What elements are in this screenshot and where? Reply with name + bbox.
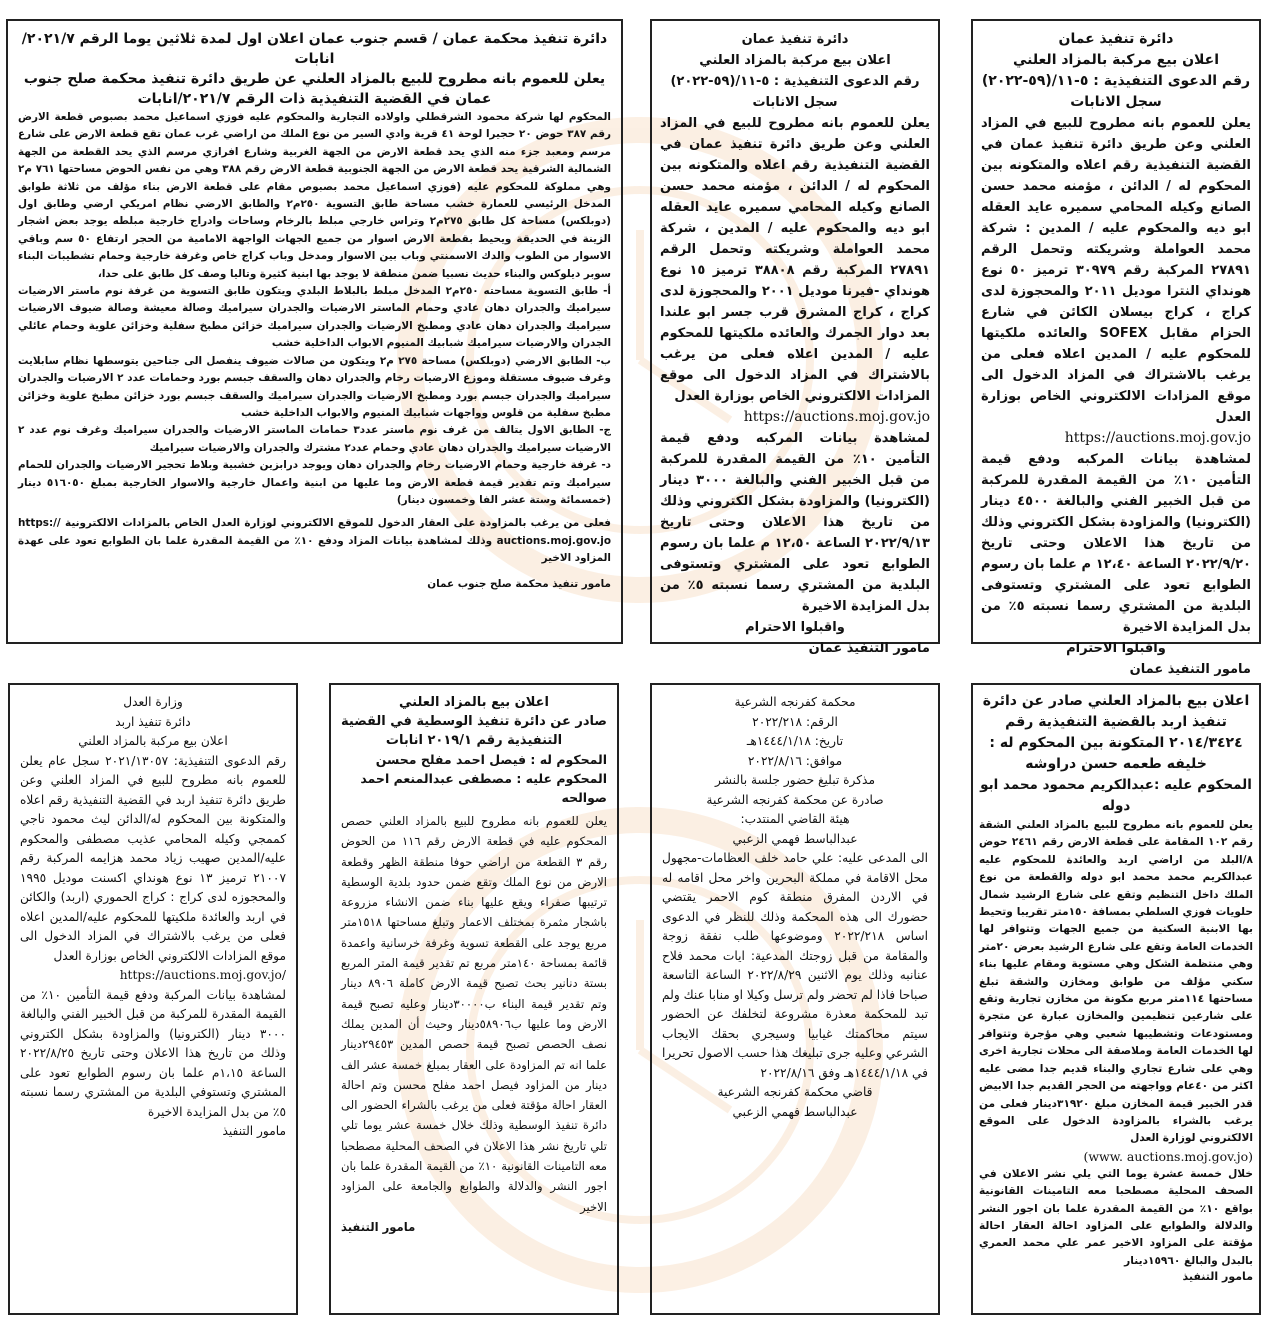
reference-number: الرقم: ٢٠٢٢/٢١٨ [752,714,838,729]
auctions-link[interactable]: https://auctions.moj.gov.jo [1064,430,1251,446]
hijri-date: تاريخ: ١٤٤٤/١/١٨هـ [746,734,844,748]
ad-body-continued: لمشاهدة بيانات المركبه ودفع قيمة التأمين ١٠٪ من القيمة المقدرة للمركبة من قبل الخبير الفني والبالغة ٤٥٠٠ دينار (الكترونيا) والمزاودة بشكل الكتروني وذلك من تاريخ هذا الاعلان وحتى تاريخ ٢٠٢٢/٩/٢٠ الساعة ١٢،٤٠ م علما بان رسوم الطوابع تعود على المشتري وتستوفى البلدية من المشتري رسما نسبته ٥٪ من بدل المزايدة الاخيرة [981,452,1252,635]
case-number: رقم الدعوى التنفيذية : ٥-١١/(٥٩-٢٠٢٢) [670,74,920,89]
plaintiff-name: المحكوم له : فيصل احمد مفلح محسن [375,752,607,767]
ad-body: يعلن للعموم بانه مطروح للبيع في المزاد العلني وعن طريق دائرة تنفيذ عمان في القضية التنفيذية رقم اعلاه والمتكونه بين المحكوم له / الدائن ، مؤمنه محمد حسن الصانع وكيله المحامي سميره عايد العقله ابو ديه والمحكوم عليه / المدين ، شركة محمد العواملة وشريكته وتحمل الرقم ٢٧٨٩١ المركبة رقم ٣٨٨٠٨ ترميز ١٥ نوع هونداي -فيرنا موديل ٢٠٠١ والمحجوزة لدى كراج ، كراج المشرق قرب جسر ابو علندا بعد دوار الجمرك والعائده ملكيتها للمحكوم عليه / المدين اعلاه فعلى من يرغب بالاشتراك في المزاد الدخول الى موقع المزادات الالكتروني الخاص بوزارة العدل [660,116,930,404]
ad-subtitle: اعلان بيع مركبة بالمزاد العلني [1012,52,1220,68]
ad-title: دائرة تنفيذ محكمة عمان / قسم جنوب عمان اعلان اول لمدة ثلاثين يوما الرقم ٢٠٢١/٧/ انابات [21,31,608,67]
ad-title: دائرة تنفيذ عمان [741,32,849,47]
signature: مامور التنفيذ [1182,1270,1253,1284]
ad-sharia-court-notice [650,683,940,1315]
ad-subtitle: يعلن للعموم بانه مطروح للبيع بالمزاد العلني عن طريق دائرة تنفيذ محكمة صلح جنوب عمان في القضية التنفيذية ذات الرقم ٢٠٢١/٧/انابات [23,71,606,107]
department-name: دائرة تنفيذ اربد [115,714,191,729]
ad-title: اعلان بيع بالمزاد العلني صادر عن دائرة تنفيذ اربد بالقضية التنفيذية رقم ٢٠١٤/٣٤٢٤ المتكونة بين المحكوم له : [982,693,1250,751]
section-outdoor-room: د- غرفة خارجية وحمام الارضيات رخام والجدران دهان ويوجد درابزين خشبية وبلاط تحجير الارضيات والجدران للحمام سيراميك وتم تقدير قيمة قطعة الارض وما عليها من ابنية واعمال خارجية والاسوار الخارجية بمبلغ ٥١٦٠٥٠ دينار (خمسمائة وستة عشر الفا وخمسون دينار) [18,459,611,506]
notice-body: الى المدعى عليه: علي حامد خلف العظامات-مجهول محل الاقامة في مملكة البحرين واخر محل اقامه له في الاردن المفرق منطقة كوم الاحمر يقتضي حضورك الى هذه المحكمة وذلك للنظر في الدعوى اساس ٢٠٢٢/٢١٨ وموضوعها طلب نفقة زوجة والمقامة من قبل زوجتك المدعية: ايات محمد فلاح عنانبه وذلك يوم الاثنين ٢٠٢٢/٨/٢٩ الساعة التاسعة صباحا فاذا لم تحضر ولم ترسل وكيلا او منابا عنك ولم تبد للمحكمة معذرة مشروعة لتخلفك عن الحضور سيتم محاكمتك غيابيا وسيجري بحقك الايجاب الشرعي وعليه جرى تبليغك هذا حسب الاصول تحريرا في ١٤٤٤/١/١٨هـ وفق ٢٠٢٢/٨/١٦ [662,851,929,1080]
ad-land-auction-south-amman [6,19,623,644]
ministry-name: وزارة العدل [123,695,183,709]
signature: مامور التنفيذ [222,1124,286,1138]
ad-title: دائرة تنفيذ عمان [1058,31,1174,47]
section-basement: أ- طابق التسوية مساحته ٢٥٠م٢ المدخل مبلط بالبلاط البلدي ويتكون طابق التسوية من غرفة نوم ماستر الارضيات سيراميك والجدران دهان عادي وحمام الماستر الارضيات والجدران سيراميك وصالة معيشة وصالة ضيوف الارضيات سيراميك والجدران دهان عادي ومطبخ الارضيات والجدران سيراميك خزائن مطبخ سفلية وخزائن علوية وحمام عائلي الجدران والارضيات سيراميك شبابيك المنيوم الابواب الداخلية خشب [18,285,611,350]
auctions-link[interactable]: https://auctions.moj.gov.jo [743,409,930,425]
ad-body: يعلن للعموم بانه مطروح للبيع بالمزاد العلني حصص المحكوم عليه في قطعة الارض رقم ١١٦ من الحوض رقم ٣ القطعة من اراضي حوفا منطقة الظهر وقطعة الارض من نوع الملك وتقع ضمن حدود بلدية الوسطية ترتيبها صفراء ويقع عليها بناء ضمن الانشاء مزروعة باشجار مثمرة بمختلف الاعمار وتبلغ مساحتها ١٥١٨متر مربع يوجد على القطعة تسوية وغرفة خرسانية واعمدة قائمة بمساحة ١٤٠متر مربع تم تقدير قيمة المتر المربع بستة دنانير بحث تصبح قيمة الارض كاملة ٨٩٠٦ دينار وتم تقدير قيمة البناء ب٣٠٠٠٠دينار وعليه تصبح قيمة الارض وما عليها ب٥٨٩٠٦دينار وحيث أن المدين يملك نصف الحصص تصبح قيمة حصص المدين ٢٩٤٥٣دينار علما انه تم المزاودة على العقار بمبلغ خمسة عشر الف دينار من المزاود فيصل احمد مفلح محسن وتم احالة العقار احالة مؤقتة فعلى من يرغب بالشراء الحضور الى دائرة تنفيذ الوسطية وذلك خلال خمسة عشر يوما تلي تلي تاريخ نشر هذا الاعلان في الصحف المحلية مصطحبا معه التامينات القانونية ١٠٪ من القيمة المقدرة علما بان اجور النشر والدلالة والطوابع والجامعة على المزاود الاخير [341,814,607,1214]
ad-title: اعلان بيع بالمزاد العلني [399,695,549,710]
signature-title: قاضي محكمة كفرنجه الشرعية [717,1085,873,1099]
auctions-link[interactable]: (www. auctions.moj.gov.jo) [1083,1148,1253,1164]
defendant-name: المحكوم عليه : مصطفى عبدالمنعم احمد صوالحه [360,771,607,805]
defendant-name: المحكوم عليه :عبدالكريم محمود محمد ابو دوله [980,777,1252,814]
ad-title: اعلان بيع مركبة بالمزاد العلني [78,734,228,748]
ad-body-continued: لمشاهدة بيانات المركبه ودفع قيمة التأمين ١٠٪ من القيمة المقدرة للمركبة من قبل الخبير الفني والبالغة ٣٠٠٠ دينار (الكترونيا) والمزاودة بشكل الكتروني وذلك من تاريخ هذا الاعلان وحتى تاريخ ٢٠٢٢/٩/١٣ الساعة ١٢،٥٠ م علما بان رسوم الطوابع تعود على المشتري وتستوفى البلدية من المشتري رسما نسبته ٥٪ من بدل المزايدة الاخيرة [660,431,931,614]
ad-body-continued: فعلى من يرغب بالمزاودة على العقار الدخول للموقع الالكتروني لوزارة العدل الخاص بالمزادات الالكترونية https:// auctions.moj.gov.jo وذلك لمشاهدة بيانات المزاد ودفع ١٠٪ من القيمة المقدرة علما بان الطوابع تعود على عهدة المزاود الاخير [18,517,611,565]
closing: واقبلوا الاحترام [745,620,845,635]
section-first-floor: ج- الطابق الاول يتالف من غرف نوم ماستر عدد٣ حمامات الماستر الارضيات والجدران سيراميك وغرف نوم عدد ٢ الارضيات سيراميك والجدران دهان عادي وحمام عدد٢ مشترك والجدران والارضيات سيراميك [18,424,611,454]
ad-shop-auction-irbid [971,683,1261,1315]
notice-subject: مذكرة تبليغ حضور جلسة بالنشر [715,773,875,787]
signature-name: عبدالباسط فهمي الزعبي [732,1104,858,1119]
auctions-link[interactable]: https://auctions.moj.gov.jo/ [119,968,286,982]
signature: مامور التنفيذ [341,1219,416,1234]
ad-body: يعلن للعموم بانه مطروح للبيع بالمزاد العلني الشقة رقم ١٠٢ المقامة على قطعة الارض رقم ٢٤٦١ حوض ٨/البلد من اراضي اربد والعائدة للمحكوم عليه عبدالكريم محمد محمد ابو دوله والقطعة من نوع الملك داخل التنظيم وتقع على شارع الرشيد شمال حلويات فوزي السلطي بمسافة ١٥٠متر تقريبا وتحيط بها الابنية السكنية من جميع الجهات وتتوافر لها الخدمات العامة وتقع على شارع الرشيد بعرض ٢٠متر وهي منتظمة الشكل وهي مستوية ومقام عليها بناء سكني مؤلف من طوابق ومخازن والشقة تبلغ مساحتها ١١٤متر مربع مكونة من مخازن تجارية وتقع على شارعين تنظيمين والمخازن عبارة عن متجرة ومستودعات وتشطيبها شعبي وهي مؤجرة وتتوافر لها الخدمات العامة وملاصقة الى محلات تجارية اخرى وهي على شارع تجاري والبناء قديم جدا مضى عليه اكثر من ٤٠عام وواجهته من الحجر القديم جدا الابيض قدر الخبير قيمة المخازن مبلغ ٣١٩٢٠دينار فعلى من يرغب بالشراء بالمزاودة الدخول على الموقع الالكتروني لوزارة العدل [979,819,1254,1145]
section-ground-floor: ب- الطابق الارضي (دوبلكس) مساحة ٢٧٥ م٢ ويتكون من صالات ضيوف ينفصل الى جناحين يتوسطها نظام سابلايت وغرف ضيوف مستقلة وموزع الارضيات رخام والجدران دهان والسقف جبسم بورد وحمامات عدد ٢ الارضيات والجدران سيراميك والجدران جبسم بورد ومطبخ الارضيات والجدران سيراميك والسقف جبسم بورد خزائن مطبخ علوية وخزائن مطبخ سفلية من قلوس وواجهات شبابيك المنيوم والابواب الداخلية خشب [18,354,612,419]
ad-vehicle-auction-irbid [8,683,298,1315]
signature: مامور التنفيذ عمان [808,641,930,656]
ad-subtitle: صادر عن دائرة تنفيذ الوسطية في القضية التنفيذية رقم ٢٠١٩/١ انابات [341,714,607,748]
closing: واقبلوا الاحترام [1066,641,1166,656]
signature: مامور تنفيذ محكمة صلح جنوب عمان [427,577,611,590]
ad-vehicle-auction-amman-2 [650,19,940,656]
ad-body: رقم الدعوى التنفيذية: ٢٠٢١/١٣٠٥٧ سجل عام يعلن للعموم بانه مطروح للبيع في المزاد العلني وعن طريق دائرة تنفيذ اربد في القضية التنفيذية رقم اعلاه والمتكونة بين المحكوم له/الدائن ليث محمود ناجي كممجي وكيله المحامي عذيب مصطفى والمحكوم عليه/المدين صهيب زياد محمد هزايمه المركبة رقم ٢١٠٠٧ ترميز ١٣ نوع هونداي اكسنت موديل ١٩٩٥ والمحجوزه لدى كراج : كراج الحموري (اربد) والكائن في اربد والعائدة ملكيتها للمحكوم عليه/المدين اعلاه فعلى من يرغب بالاشتراك في المزاد الدخول الى موقع المزادات الالكتروني الخاص بوزارة العدل [20,753,287,963]
ad-subtitle: اعلان بيع مركبة بالمزاد العلني [699,53,891,68]
gregorian-date: موافق: ٢٠٢٢/٨/١٦ [747,753,843,768]
ad-body-continued: لمشاهدة بيانات المركبة ودفع قيمة التأمين ١٠٪ من القيمة المقدرة للمركبة من قبل الخبير الفني والبالغة ٣٠٠٠ دينار (الكترونيا) والمزاودة بشكل الكتروني وذلك من تاريخ هذا الاعلان وحتى تاريخ ٢٠٢٢/٨/٢٥ الساعة ١،١٥م علما بان رسوم الطوابع تعود على المشتري وتستوفي البلدية من المشتري رسما نسبته ٥٪ من بدل المزايدة الاخيرة [20,987,286,1119]
judge-label: هيئة القاضي المنتدب: [740,812,850,826]
registry: سجل الانابات [752,95,838,110]
plaintiff-name: خليفه طعمه حسن دراوشه [1025,756,1207,772]
case-number: رقم الدعوى التنفيذية : ٥-١١/(٥٩-٢٠٢٢) سجل الانابات [981,73,1251,110]
ad-vehicle-auction-amman-1 [971,19,1261,677]
signature: مامور التنفيذ عمان [1129,662,1251,677]
notice-issuer: صادرة عن محكمة كفرنجه الشرعية [706,792,884,807]
ad-body: المحكوم لها شركة محمود الشرقطلي واولاده التجارية والمحكوم عليه فوزي اسماعيل محمد بصبوص قطعة الارض رقم ٣٨٧ حوض ٢٠ حجيرا لوحة ٤١ قرية وادي السير من نوع الملك من اراضي غرب عمان تقع قطعة الارض على شارع مرسم ومعبد جزء منه الذي يحد قطعة الارض من الجهة الغربية وشارع افرازي مرسم الذي يحد القطعة من الجهة الشمالية الشرقية يحد قطعة الارض من الجهة الجنوبية قطعة الارض رقم ٣٨٨ وهي من نفس الحوض مساحتها ٧٦١ م٢ وهي مملوكة للمحكوم عليه (فوزي اسماعيل محمد بصبوص مقام على قطعة الارض بناء مؤلف من ثلاثة طوابق المدخل الرئيسي للعمارة خشب مساحة طابق التسوية ٢٥٠م٢ والطابق الارضي نظام امريكي ارضي وطابق اول (دوبلكس) مساحة كل طابق ٢٧٥م٢ وتراس خارجي مبلط بالرخام وساحات وادراج خارجية مبلطه يوجد بعض اشجار الزينة في الحديقة ويحيط بقطعة الارض اسوار من جميع الجهات الواجهة الامامية من الحجر ارتفاع ٥٠ سم وباقي الاسوار من الطوب والدك الاسمنتي وباب بين الاسوار ومدخل وباب كراج خاص وغرفة خارجية وحمام تشطيبات البناء سوبر ديلوكس والبناء حديث نسبيا ضمن منطقة لا يوجد بها ابنية كثيرة وتاليا وصف كل طابق على حدا، [18,111,612,280]
court-name: محكمة كفرنجه الشرعية [734,695,856,709]
ad-body: يعلن للعموم بانه مطروح للبيع في المزاد العلني وعن طريق دائرة تنفيذ عمان في القضية التنفيذية رقم اعلاه والمتكونه بين المحكوم له / الدائن ، مؤمنه محمد حسن الصانع وكيله المحامي سميره عايد العقله ابو ديه والمحكوم عليه / المدين : شركة محمد العواملة وشريكته وتحمل الرقم ٢٧٨٩١ المركبة رقم ٣٠٩٧٩ ترميز ٥٠ نوع هونداي النترا موديل ٢٠١١ والمحجوزة لدى كراج ، كراج بيسلان الكائن في شارع الحزام مقابل SOFEX والعائده ملكيتها للمحكوم عليه / المدين اعلاه فعلى من يرغب بالاشتراك في المزاد الدخول الى موقع المزادات الالكتروني الخاص بوزارة العدل [981,116,1251,425]
ad-body-continued: خلال خمسة عشرة يوما التي يلي نشر الاعلان في الصحف المحلية مصطحبا معه التامينات القانونية بواقع ١٠٪ من القيمة المقدرة علما بان اجور النشر والدلالة والطوابع على المزاود احالة العقار احالة مؤقتة على المزاود الاخير عمر علي محمد العمري بالبدل والبالغ ١٥٩٦٠دينار [979,1167,1253,1267]
ad-land-auction-wastiyya [329,683,619,1315]
judge-name: عبدالباسط فهمي الزعبي [732,831,858,846]
